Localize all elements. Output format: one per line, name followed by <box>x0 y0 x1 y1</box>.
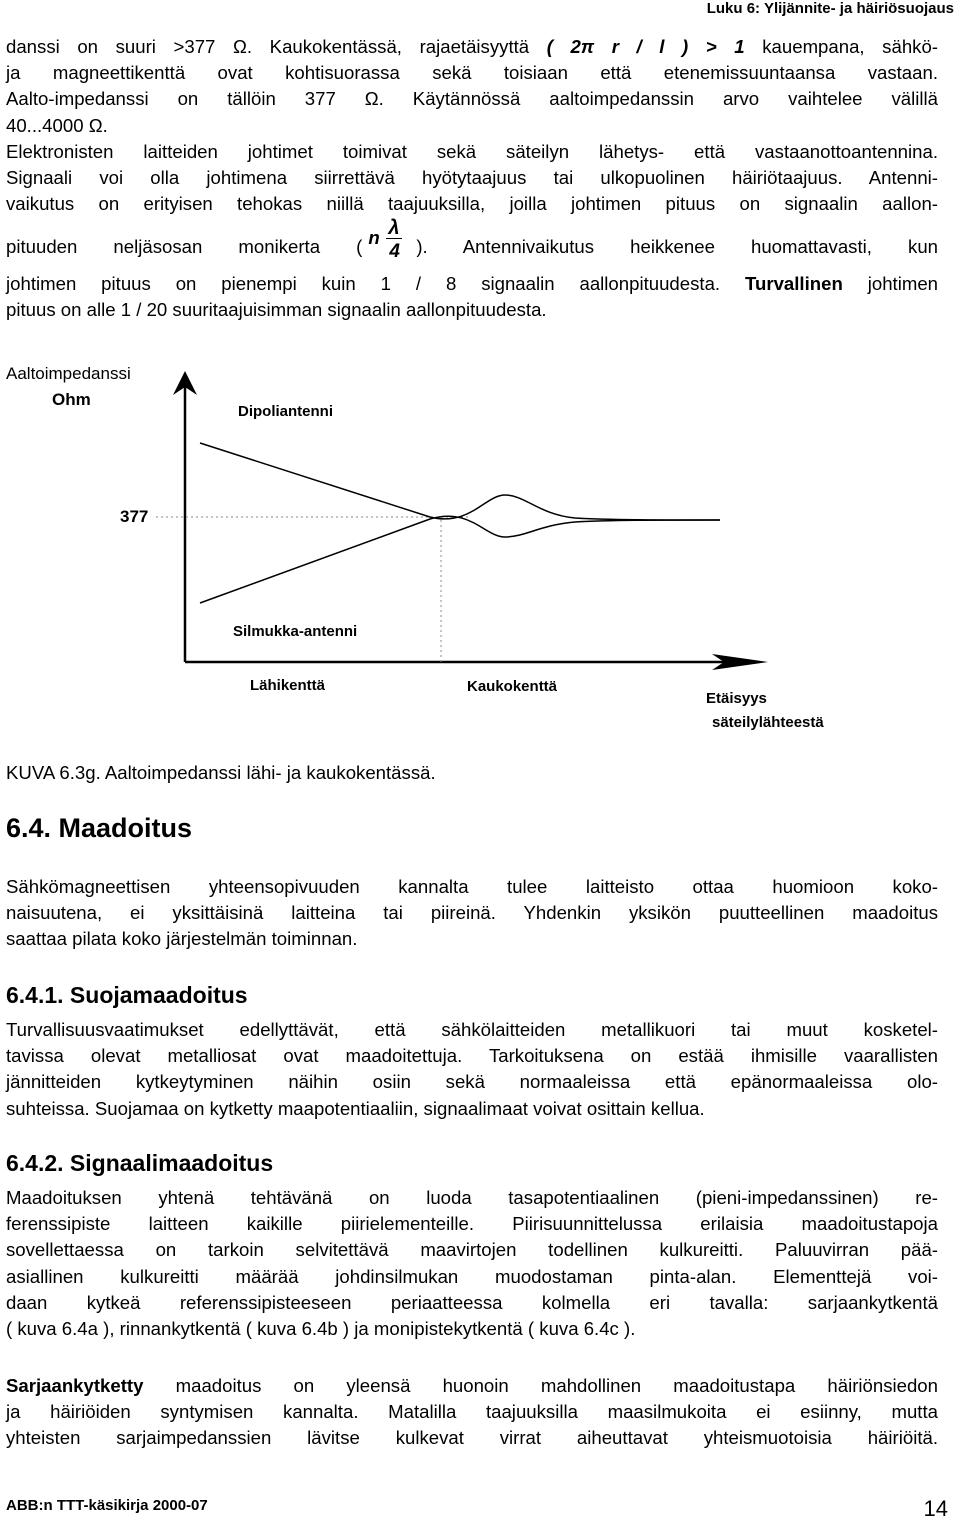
dipole-label: Dipoliantenni <box>238 403 333 420</box>
loop-label: Silmukka-antenni <box>233 623 358 640</box>
page-header: Luku 6: Ylijännite- ja häiriösuojaus <box>706 0 954 17</box>
intro-paragraph <box>6 34 938 323</box>
text-line: jännitteiden kytkeytyminen näihin osiin sekä normaaleissa että epänormaaleissa olo- <box>6 1071 938 1093</box>
text-line: daan kytkeä referenssipisteeseen periaatteessa kolmella eri tavalla: sarjaankytkentä <box>6 1291 938 1313</box>
x-axis-title-line1: Etäisyys <box>706 690 767 707</box>
signaalimaadoitus-paragraph <box>6 1185 938 1342</box>
near-field-label: Lähikenttä <box>250 677 326 694</box>
text-line: ( kuva 6.4a ), rinnankytkentä ( kuva 6.4b ) ja monipistekytkentä ( kuva 6.4c ). <box>6 1318 636 1340</box>
text-line: pituus on alle 1 / 20 suuritaajuisimman signaalin aallonpituudesta. <box>6 298 547 320</box>
text-line: Elektronisten laitteiden johtimet toimivat sekä säteilyn lähetys- että vastaanottoantennina. <box>6 140 938 162</box>
text-line: Aalto-impedanssi on tällöin 377 Ω. Käytännössä aaltoimpedanssin arvo vaihtelee välillä <box>6 88 938 110</box>
footer-source: ABB:n TTT-käsikirja 2000-07 <box>6 1497 208 1514</box>
x-axis-title-line2: säteilylähteestä <box>712 714 824 731</box>
y-axis-title: Aaltoimpedanssi <box>6 364 131 383</box>
text-line: ja magneettikenttä ovat kohtisuorassa sekä toisiaan että etenemissuuntaansa vastaan. <box>6 62 938 84</box>
text-line: yhteisten sarjaimpedanssien lävitse kulkevat virrat aiheuttavat yhteismuotoisia häiriöitä. <box>6 1427 938 1449</box>
text-line: vaikutus on erityisen tehokas niillä taajuuksilla, joilla johtimen pituus on signaalin aallon- <box>6 193 938 215</box>
text-line: suhteissa. Suojamaa on kytketty maapotentiaaliin, signaalimaat voivat osittain kellua. <box>6 1097 705 1119</box>
far-field-condition: ( 2π r / l ) > 1 <box>546 36 745 57</box>
text-line: Sähkömagneettisen yhteensopivuuden kannalta tulee laitteisto ottaa huomioon koko- <box>6 876 938 897</box>
maadoitus-paragraph <box>6 874 938 953</box>
impedance-figure <box>0 355 960 755</box>
figure-caption: KUVA 6.3g. Aaltoimpedanssi lähi- ja kaukokentässä. <box>6 762 436 783</box>
sarjaankytketty-paragraph <box>6 1373 938 1452</box>
text-line: naisuutena, ei yksittäisinä laitteina tai piireinä. Yhdenkin yksikön puutteellinen maadoitus <box>6 902 938 924</box>
loop-curve <box>200 516 720 603</box>
text-line: tavissa olevat metalliosat ovat maadoitettuja. Tarkoituksena on estää ihmisille vaarallisten <box>6 1045 938 1067</box>
text-line: asiallinen kulkureitti määrää johdinsilmukan muodostaman pinta-alan. Elementtejä voi- <box>6 1265 938 1287</box>
far-field-label: Kaukokenttä <box>467 678 558 695</box>
dipole-curve <box>200 443 720 520</box>
level-377-label: 377 <box>120 507 149 526</box>
text-line: Turvallisuusvaatimukset edellyttävät, että sähkölaitteiden metallikuori tai muut kosketel- <box>6 1019 938 1040</box>
text-line: ja häiriöiden syntymisen kannalta. Matalilla taajuuksilla maasilmukoita ei esiinny, mutta <box>6 1401 938 1423</box>
text-line: saattaa pilata koko järjestelmän toiminnan. <box>6 928 358 950</box>
text-line: 40...4000 Ω. <box>6 114 108 136</box>
text-line: danssi on suuri >377 Ω. Kaukokentässä, rajaetäisyyttä ( 2π r / l ) > 1 kauempana, sähkö- <box>6 36 938 57</box>
text-line: Sarjaankytketty maadoitus on yleensä huonoin mahdollinen maadoitustapa häiriönsiedon <box>6 1375 938 1396</box>
text-line: Maadoituksen yhtenä tehtävänä on luoda tasapotentiaalinen (pieni-impedanssinen) re- <box>6 1187 938 1208</box>
quarter-wavelength-formula: n λ 4 <box>362 227 416 253</box>
y-axis-unit: Ohm <box>52 390 91 409</box>
section-heading-6-4-1: 6.4.1. Suojamaadoitus <box>6 982 248 1008</box>
section-heading-6-4-2: 6.4.2. Signaalimaadoitus <box>6 1150 274 1176</box>
text-line: pituuden neljäsosan monikerta ( n λ 4 ). Antennivaikutus heikkenee huomattavasti, kun <box>6 217 938 263</box>
section-heading-6-4: 6.4. Maadoitus <box>6 813 193 843</box>
suojamaadoitus-paragraph <box>6 1017 938 1122</box>
text-line: johtimen pituus on pienempi kuin 1 / 8 signaalin aallonpituudesta. Turvallinen johtimen <box>6 272 938 294</box>
text-line: ferenssipiste laitteen kaikille piirielementeille. Piirisuunnittelussa erilaisia maadoitustapoja <box>6 1213 938 1235</box>
text-line: Signaali voi olla johtimena siirrettävä hyötytaajuus tai ulkopuolinen häiriötaajuus. Antenni- <box>6 167 938 189</box>
text-line: sovellettaessa on tarkoin selvitettävä maavirtojen todellinen kulkureitti. Paluuvirran pää- <box>6 1239 938 1261</box>
page-number: 14 <box>923 1496 948 1521</box>
